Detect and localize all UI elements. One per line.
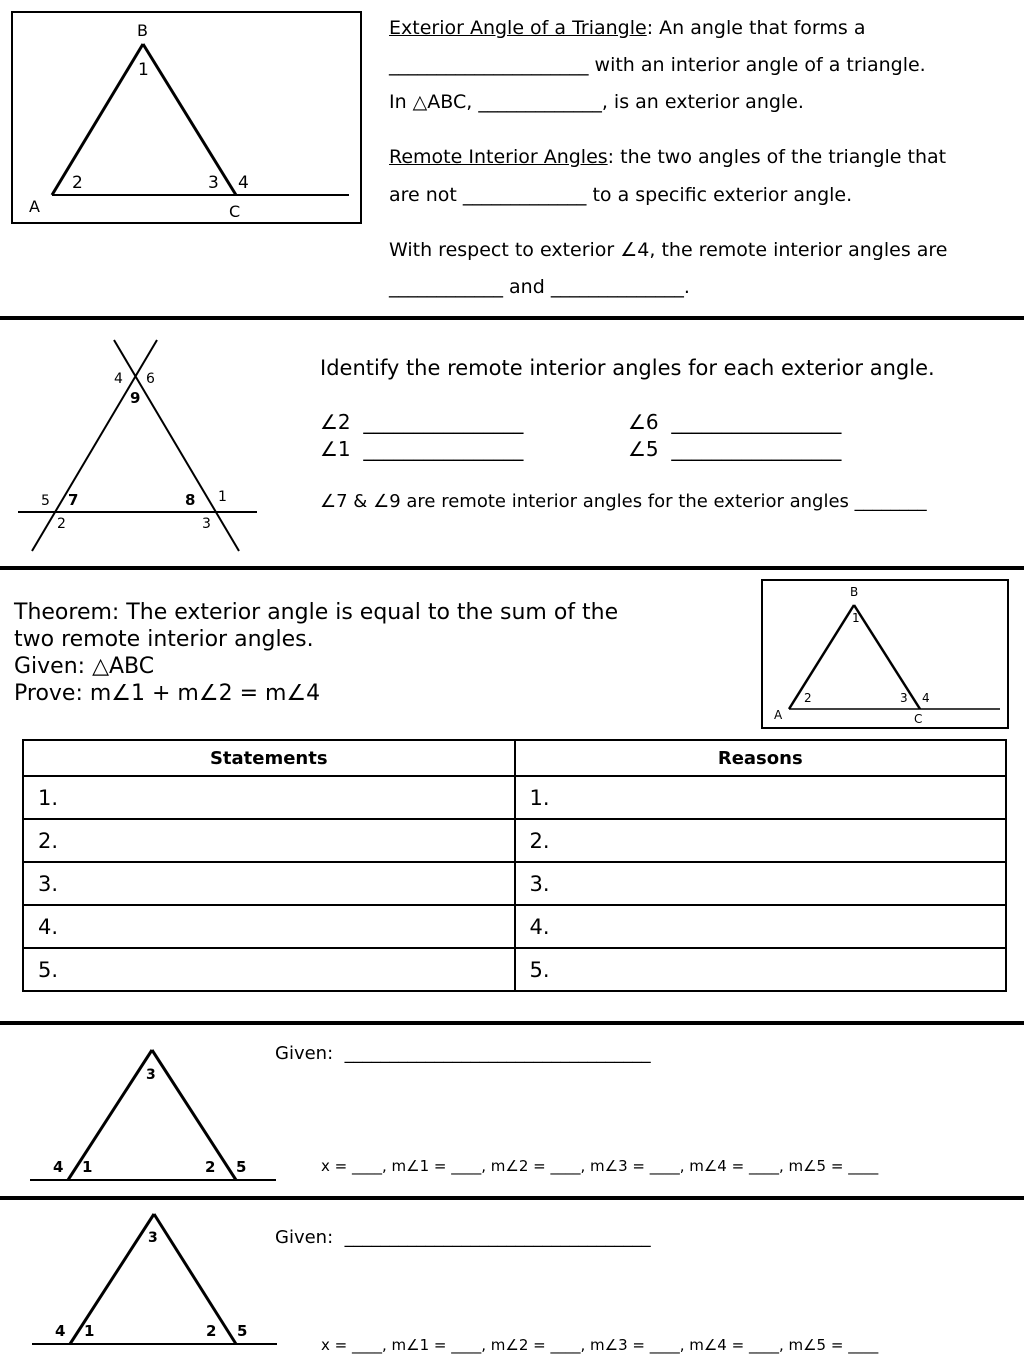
vertex-a-label: A [774, 708, 783, 722]
problem-1-given [275, 1045, 651, 1063]
angle-3-label: 3 [148, 1230, 158, 1246]
section-divider [0, 566, 1024, 570]
vertex-c-label: C [914, 712, 923, 726]
angle-3-label: 3 [900, 691, 908, 705]
answer-blank[interactable]: _____________ [462, 184, 587, 206]
respect-question: With respect to exterior ∠4, the remote interior angles are [389, 239, 948, 261]
vertex-b-label: B [137, 21, 148, 40]
theorem-triangle-diagram [760, 578, 1012, 730]
def-text: In △ABC, [389, 91, 479, 113]
angle-1-label: 1 [852, 611, 860, 625]
given-statement: Given: △ABC [14, 654, 155, 679]
angle-5-label: 5 [237, 1322, 248, 1340]
def-text: , is an exterior angle. [601, 91, 804, 113]
table-row [23, 948, 1006, 991]
angle-3-label: 3 [202, 516, 211, 532]
angle-4-label: 4 [238, 173, 249, 193]
remote-def-line-2 [389, 186, 852, 205]
theorem-line-2: two remote interior angles. [14, 627, 314, 652]
angle-1-label: 1 [218, 489, 227, 505]
angle-8-label: 8 [185, 491, 196, 509]
answer-blank[interactable]: ______________ [550, 276, 684, 298]
section-divider [0, 1196, 1024, 1200]
two-column-proof-table [22, 739, 1007, 992]
exterior-angle-diagram [0, 0, 370, 230]
angle-2-label: 2 [804, 691, 812, 705]
remote-angle-item [320, 412, 523, 432]
angle-1-label: 1 [82, 1158, 93, 1176]
statement-cell[interactable]: 1. [23, 776, 515, 819]
angles-7-9-question [320, 493, 927, 511]
angle-2-label: 2 [205, 1158, 216, 1176]
vertex-c-label: C [229, 202, 241, 221]
respect-answer-line [389, 278, 690, 297]
remote-angle-item [628, 439, 841, 459]
exterior-def-line-2 [389, 56, 926, 75]
reason-cell[interactable]: 1. [515, 776, 1007, 819]
angle-2-label: 2 [72, 173, 83, 193]
exterior-angle-def-text: : An angle that forms a [646, 17, 866, 39]
given-label: Given: [275, 1043, 334, 1064]
exterior-angle-term: Exterior Angle of a Triangle [389, 17, 647, 39]
table-row [23, 776, 1006, 819]
answer-blank[interactable]: _____________________ [389, 54, 589, 76]
reason-cell[interactable]: 3. [515, 862, 1007, 905]
reason-cell[interactable]: 4. [515, 905, 1007, 948]
theorem-line-1: Theorem: The exterior angle is equal to the sum of the [14, 600, 619, 625]
remote-interior-definition [389, 148, 946, 167]
answer-blank[interactable]: _________________ [671, 410, 842, 434]
angle-2-label: 2 [206, 1322, 217, 1340]
given-label: Given: [275, 1227, 334, 1248]
angle-4-label: 4 [114, 371, 123, 387]
answer-blank[interactable]: ________________ [363, 410, 524, 434]
reason-cell[interactable]: 2. [515, 819, 1007, 862]
given-blank[interactable]: __________________________________ [344, 1227, 651, 1248]
statement-cell[interactable]: 2. [23, 819, 515, 862]
given-blank[interactable]: __________________________________ [344, 1043, 651, 1064]
answer-blank[interactable]: ________ [854, 491, 927, 512]
crossing-lines-triangle-diagram [0, 330, 280, 560]
angle-6-label: 6 [146, 371, 155, 387]
exterior-angle-definition [389, 19, 866, 38]
remote-interior-def-text: : the two angles of the triangle that [607, 146, 947, 168]
angle-label: ∠6 [628, 410, 659, 434]
problem-2-answers[interactable]: x = ____, m∠1 = ____, m∠2 = ____, m∠3 = ____, m∠4 = ____, m∠5 = ____ [321, 1336, 879, 1354]
answer-blank[interactable]: _________________ [671, 437, 842, 461]
def-text: with an interior angle of a triangle. [588, 54, 926, 76]
angle-label: ∠5 [628, 437, 659, 461]
problem-2-triangle-diagram [0, 1210, 290, 1360]
statement-cell[interactable]: 3. [23, 862, 515, 905]
statement-cell[interactable]: 5. [23, 948, 515, 991]
remote-angle-item [320, 439, 523, 459]
angle-7-label: 7 [68, 491, 79, 509]
angle-4-label: 4 [53, 1158, 64, 1176]
angle-3-label: 3 [208, 173, 219, 193]
def-text: are not [389, 184, 463, 206]
theorem-block [14, 599, 618, 707]
reason-cell[interactable]: 5. [515, 948, 1007, 991]
problem-2-given [275, 1229, 651, 1247]
answer-blank[interactable]: _____________ [478, 91, 602, 113]
prove-statement: Prove: m∠1 + m∠2 = m∠4 [14, 681, 321, 706]
question-text: ∠7 & ∠9 are remote interior angles for the exterior angles [320, 491, 849, 512]
table-row [23, 905, 1006, 948]
answer-blank[interactable]: ____________ [389, 276, 503, 298]
angle-4-label: 4 [922, 691, 930, 705]
vertex-b-label: B [850, 585, 859, 599]
def-text: and [503, 276, 551, 298]
problem-1-triangle-diagram [0, 1040, 290, 1190]
angle-1-label: 1 [84, 1322, 95, 1340]
table-header-row [23, 740, 1006, 776]
remote-interior-term: Remote Interior Angles [389, 146, 608, 168]
section-divider [0, 1021, 1024, 1025]
angle-5-label: 5 [41, 493, 50, 509]
angle-9-label: 9 [130, 389, 141, 407]
table-row [23, 862, 1006, 905]
reasons-header: Reasons [515, 740, 1007, 776]
answer-blank[interactable]: ________________ [363, 437, 524, 461]
angle-2-label: 2 [57, 516, 66, 532]
remote-angle-item [628, 412, 841, 432]
section-divider [0, 316, 1024, 320]
identify-instruction: Identify the remote interior angles for each exterior angle. [320, 356, 935, 380]
def-text: . [683, 276, 690, 298]
problem-1-answers[interactable]: x = ____, m∠1 = ____, m∠2 = ____, m∠3 = ____, m∠4 = ____, m∠5 = ____ [321, 1157, 879, 1175]
statement-cell[interactable]: 4. [23, 905, 515, 948]
angle-1-label: 1 [138, 60, 149, 80]
vertex-a-label: A [29, 197, 40, 216]
def-text: to a specific exterior angle. [586, 184, 853, 206]
angle-5-label: 5 [236, 1158, 247, 1176]
angle-label: ∠1 [320, 437, 351, 461]
angle-3-label: 3 [146, 1067, 156, 1083]
statements-header: Statements [23, 740, 515, 776]
angle-label: ∠2 [320, 410, 351, 434]
angle-4-label: 4 [55, 1322, 66, 1340]
exterior-def-line-3 [389, 93, 804, 112]
table-row [23, 819, 1006, 862]
